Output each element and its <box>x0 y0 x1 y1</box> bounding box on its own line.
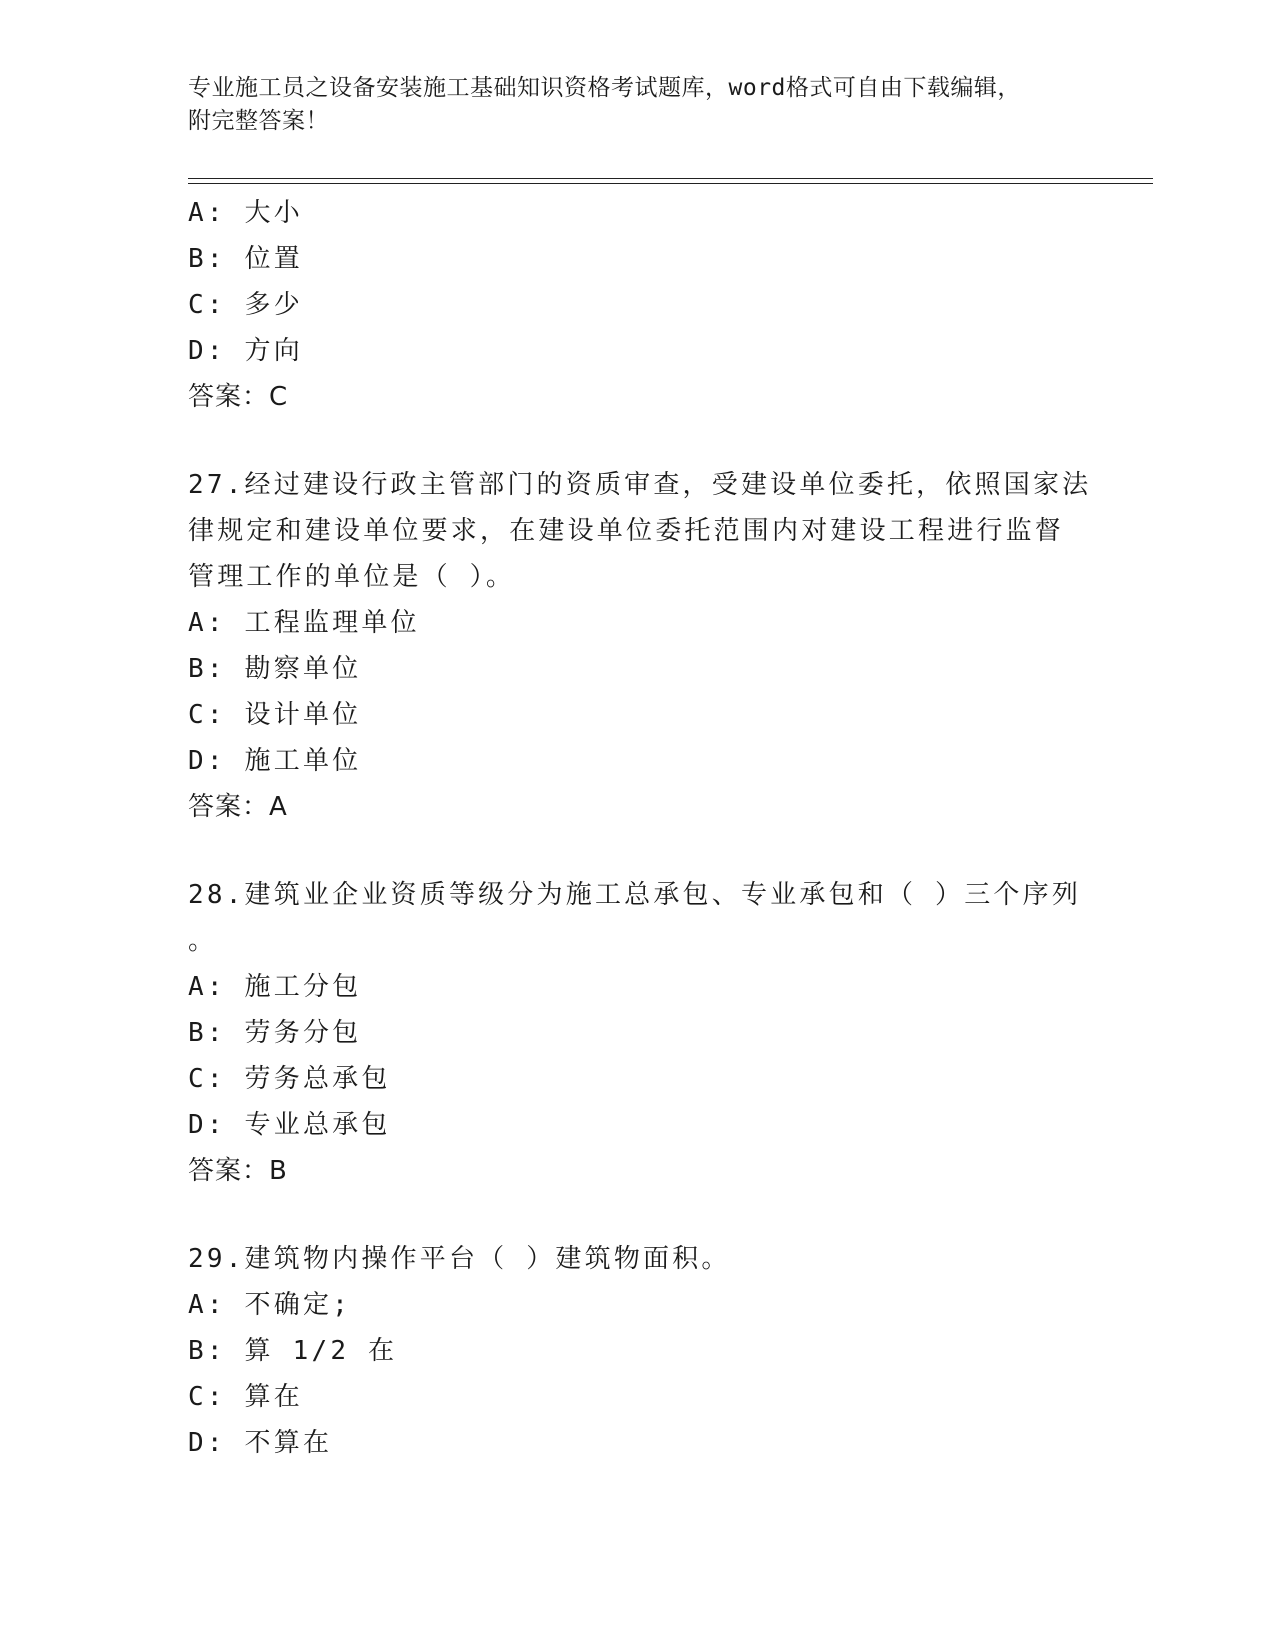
question-stem-line: 27.经过建设行政主管部门的资质审查，受建设单位委托，依照国家法 <box>188 470 1092 500</box>
header-line-1: 专业施工员之设备安装施工基础知识资格考试题库，word格式可自由下载编辑， <box>188 75 1021 101</box>
option-b: B: 勘察单位 <box>188 654 362 684</box>
option-a: A: 大小 <box>188 198 303 228</box>
option-a: A: 不确定; <box>188 1290 352 1320</box>
option-d: D: 不算在 <box>188 1428 333 1458</box>
question-26 <box>188 190 1108 420</box>
option-c: C: 多少 <box>188 290 303 320</box>
option-a: A: 工程监理单位 <box>188 608 420 638</box>
answer: 答案：C <box>188 382 289 412</box>
option-c: C: 算在 <box>188 1382 303 1412</box>
question-stem-line: 28.建筑业企业资质等级分为施工总承包、专业承包和（ ）三个序列 <box>188 880 1082 910</box>
question-stem-line: 律规定和建设单位要求，在建设单位委托范围内对建设工程进行监督 <box>188 516 1065 546</box>
header-line-2: 附完整答案！ <box>188 108 329 134</box>
question-27 <box>188 462 1108 830</box>
answer: 答案：A <box>188 792 288 822</box>
document-header <box>188 72 1088 138</box>
question-28 <box>188 872 1108 1194</box>
question-stem-line: 。 <box>188 926 218 956</box>
option-b: B: 位置 <box>188 244 303 274</box>
header-rule-bottom <box>188 183 1153 184</box>
answer: 答案：B <box>188 1156 288 1186</box>
option-b: B: 劳务分包 <box>188 1018 362 1048</box>
option-d: D: 方向 <box>188 336 303 366</box>
question-list <box>188 190 1108 1466</box>
question-29 <box>188 1236 1108 1466</box>
option-b: B: 算 1/2 在 <box>188 1336 398 1366</box>
question-stem-line: 29.建筑物内操作平台（ ）建筑物面积。 <box>188 1244 731 1274</box>
option-a: A: 施工分包 <box>188 972 362 1002</box>
option-c: C: 劳务总承包 <box>188 1064 391 1094</box>
option-d: D: 专业总承包 <box>188 1110 391 1140</box>
question-stem-line: 管理工作的单位是（ ）。 <box>188 562 516 592</box>
option-c: C: 设计单位 <box>188 700 362 730</box>
option-d: D: 施工单位 <box>188 746 362 776</box>
header-rule-top <box>188 178 1153 179</box>
